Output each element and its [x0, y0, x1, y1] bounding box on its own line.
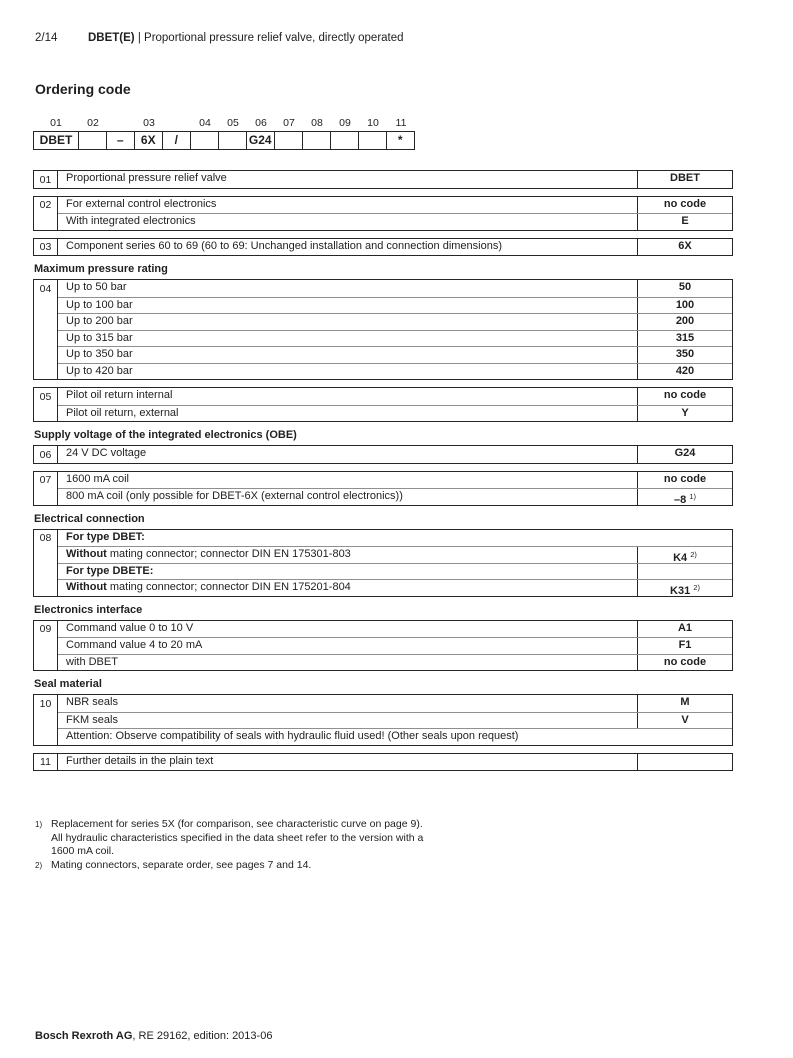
row-description: Command value 0 to 10 V	[66, 621, 194, 634]
table-row	[58, 346, 732, 363]
code-box-value: DBET	[33, 131, 79, 150]
row-code: 315	[637, 331, 732, 347]
footnote-marker: 1)	[35, 820, 43, 829]
table-row	[58, 546, 732, 563]
code-box-value	[218, 131, 248, 150]
table-group-heading: Electrical connection	[34, 512, 145, 525]
row-code: 100	[637, 298, 732, 314]
table-group-heading: Electronics interface	[34, 603, 143, 616]
row-code: K31 $^{2)}$	[637, 580, 732, 596]
row-description: Up to 350 bar	[66, 348, 133, 360]
row-code: M	[637, 695, 732, 712]
code-box-position-label: 03	[143, 117, 155, 129]
row-code: F1	[637, 638, 732, 654]
table-group-heading: Seal material	[34, 678, 102, 690]
code-box-value: G24	[246, 131, 276, 150]
table-row	[58, 695, 732, 712]
ordering-table-section-10	[33, 694, 733, 746]
table-rows	[58, 197, 732, 230]
code-box-position-label	[163, 117, 191, 131]
position-number: 08	[34, 530, 58, 596]
table-row	[58, 297, 732, 314]
code-box-position-label: 10	[367, 117, 379, 129]
table-rows	[58, 239, 732, 256]
row-description: Attention: Observe compatibility of seals with hydraulic fluid used! (Other seals upon request)	[66, 730, 519, 742]
row-description: Up to 200 bar	[66, 315, 133, 327]
code-box-value	[302, 131, 332, 150]
table-row	[58, 239, 732, 256]
code-separator-box	[163, 117, 191, 150]
ordering-table-section-04	[33, 279, 733, 380]
code-box-05	[219, 117, 247, 150]
table-row	[58, 330, 732, 347]
code-box-03	[135, 117, 163, 150]
table-row	[58, 171, 732, 188]
table-row	[58, 446, 732, 463]
page-footer	[35, 1030, 272, 1042]
table-group-heading: Supply voltage of the integrated electronics (OBE)	[34, 429, 297, 441]
row-description: Pilot oil return internal	[66, 389, 173, 401]
row-code: G24	[637, 446, 732, 463]
position-number: 03	[34, 239, 58, 256]
code-box-value: *	[386, 131, 416, 150]
table-row	[58, 754, 732, 771]
code-box-value	[190, 131, 220, 150]
table-row	[58, 712, 732, 729]
code-box-position-label: 11	[395, 117, 407, 129]
table-row	[58, 213, 732, 230]
code-box-11	[387, 117, 415, 150]
table-row	[58, 197, 732, 214]
row-code	[637, 564, 732, 580]
position-number: 02	[34, 197, 58, 230]
code-box-position-label: 01	[50, 117, 62, 129]
code-box-value	[330, 131, 360, 150]
ordering-code-heading: Ordering code	[35, 81, 131, 97]
table-row	[58, 728, 732, 745]
table-row	[58, 637, 732, 654]
row-description: With integrated electronics	[66, 215, 196, 227]
row-code: no code	[637, 472, 732, 489]
page-header	[35, 31, 404, 45]
row-code: no code	[637, 388, 732, 405]
table-row	[58, 654, 732, 671]
row-code: E	[637, 214, 732, 230]
position-number: 04	[34, 280, 58, 379]
row-description: Further details in the plain text	[66, 754, 214, 767]
row-description: For external control electronics	[66, 197, 217, 210]
code-box-position-label: 05	[227, 117, 239, 129]
page-number: 2/14	[35, 32, 58, 44]
table-row	[58, 388, 732, 405]
table-rows	[58, 446, 732, 463]
row-code: no code	[637, 197, 732, 214]
footnote-text: Replacement for series 5X (for comparison, see characteristic curve on page 9). All hydraulic characteristics specified in the data sheet refer to the version with a 1600 mA coil.	[51, 818, 424, 857]
code-box-06	[247, 117, 275, 150]
table-row	[58, 280, 732, 297]
row-code: 420	[637, 364, 732, 380]
table-rows	[58, 388, 732, 421]
row-description: For type DBET:	[66, 530, 145, 543]
position-number: 07	[34, 472, 58, 505]
code-box-value: /	[162, 131, 192, 150]
row-description: 24 V DC voltage	[66, 447, 147, 459]
row-code: 200	[637, 314, 732, 330]
code-box-position-label: 06	[255, 117, 267, 129]
table-row	[58, 405, 732, 422]
ordering-table-section-06	[33, 445, 733, 464]
row-code: V	[637, 713, 732, 729]
footnote-marker: 2)	[35, 860, 43, 870]
code-box-07	[275, 117, 303, 150]
footnotes	[35, 818, 435, 872]
table-row	[58, 621, 732, 638]
code-box-04	[191, 117, 219, 150]
footnote-reference: 2)	[693, 583, 700, 592]
row-description: with DBET	[66, 655, 118, 668]
position-number: 09	[34, 621, 58, 671]
code-box-10	[359, 117, 387, 150]
code-box-09	[331, 117, 359, 150]
doc-title-description: | Proportional pressure relief valve, directly operated	[134, 32, 404, 44]
row-description: Up to 100 bar	[66, 298, 133, 311]
row-description: Component series 60 to 69 (60 to 69: Unchanged installation and connection dimensions)	[66, 239, 502, 252]
ordering-table-section-01	[33, 170, 733, 189]
table-row	[58, 363, 732, 380]
row-code: A1	[637, 621, 732, 638]
code-box-value	[78, 131, 108, 150]
table-rows	[58, 171, 732, 188]
row-description: Up to 50 bar	[66, 281, 127, 293]
ordering-table-section-08	[33, 529, 733, 597]
ordering-table-section-03	[33, 238, 733, 257]
row-description: Up to 420 bar	[66, 364, 133, 377]
code-box-position-label	[107, 117, 135, 131]
row-code: –8 $^{1)}$	[637, 489, 732, 505]
table-row	[58, 563, 732, 580]
code-box-value: –	[106, 131, 136, 150]
row-code: no code	[637, 655, 732, 671]
code-box-position-label: 02	[87, 117, 99, 129]
code-box-position-label: 09	[339, 117, 351, 129]
table-rows	[58, 530, 732, 596]
table-rows	[58, 621, 732, 671]
table-rows	[58, 754, 732, 771]
row-code: 350	[637, 347, 732, 363]
code-box-value: 6X	[134, 131, 164, 150]
row-description: Command value 4 to 20 mA	[66, 639, 203, 651]
table-row	[58, 472, 732, 489]
table-group-heading: Maximum pressure rating	[34, 263, 168, 275]
code-box-value	[274, 131, 304, 150]
ordering-code-tables	[33, 170, 733, 778]
code-box-01	[33, 117, 79, 150]
ordering-table-section-11	[33, 753, 733, 772]
row-description: 800 mA coil (only possible for DBET-6X (external control electronics))	[66, 490, 403, 502]
row-description: NBR seals	[66, 696, 118, 708]
ordering-table-section-02	[33, 196, 733, 231]
doc-title	[88, 32, 404, 44]
row-code: 50	[637, 280, 732, 297]
position-number: 11	[34, 754, 58, 771]
row-description: Without mating connector; connector DIN EN 175201-804	[66, 581, 351, 593]
table-row	[58, 488, 732, 505]
row-code: 6X	[637, 239, 732, 256]
row-code: K4 $^{2)}$	[637, 547, 732, 563]
table-row	[58, 530, 732, 547]
footer-doc-reference: , RE 29162, edition: 2013-06	[132, 1030, 273, 1042]
code-box-position-label: 04	[199, 117, 211, 129]
row-description: FKM seals	[66, 713, 118, 726]
row-code	[637, 754, 732, 771]
ordering-table-section-09	[33, 620, 733, 672]
footnote	[35, 859, 435, 873]
row-code: DBET	[637, 171, 732, 188]
row-description: For type DBETE:	[66, 564, 154, 577]
row-description: Proportional pressure relief valve	[66, 172, 227, 184]
code-box-position-label: 07	[283, 117, 295, 129]
footer-company: Bosch Rexroth AG	[35, 1030, 133, 1042]
row-description: Without mating connector; connector DIN EN 175301-803	[66, 548, 351, 560]
footnote	[35, 818, 435, 859]
code-separator-box	[107, 117, 135, 150]
table-rows	[58, 695, 732, 745]
code-box-position-label: 08	[311, 117, 323, 129]
code-box-value	[358, 131, 388, 150]
ordering-table-section-07	[33, 471, 733, 506]
ordering-table-section-05	[33, 387, 733, 422]
row-description: Pilot oil return, external	[66, 406, 179, 419]
table-row	[58, 313, 732, 330]
row-description: 1600 mA coil	[66, 472, 129, 485]
doc-title-model: DBET(E)	[88, 32, 135, 44]
row-description: Up to 315 bar	[66, 331, 133, 344]
table-row	[58, 579, 732, 596]
footnote-reference: 1)	[689, 492, 696, 501]
footnote-reference: 2)	[690, 550, 697, 559]
position-number: 01	[34, 171, 58, 188]
position-number: 10	[34, 695, 58, 745]
footnote-text: Mating connectors, separate order, see pages 7 and 14.	[51, 858, 312, 871]
ordering-code-boxes	[33, 117, 415, 150]
table-rows	[58, 472, 732, 505]
row-code: Y	[637, 406, 732, 422]
code-box-08	[303, 117, 331, 150]
position-number: 05	[34, 388, 58, 421]
table-rows	[58, 280, 732, 379]
code-box-02	[79, 117, 107, 150]
position-number: 06	[34, 446, 58, 463]
